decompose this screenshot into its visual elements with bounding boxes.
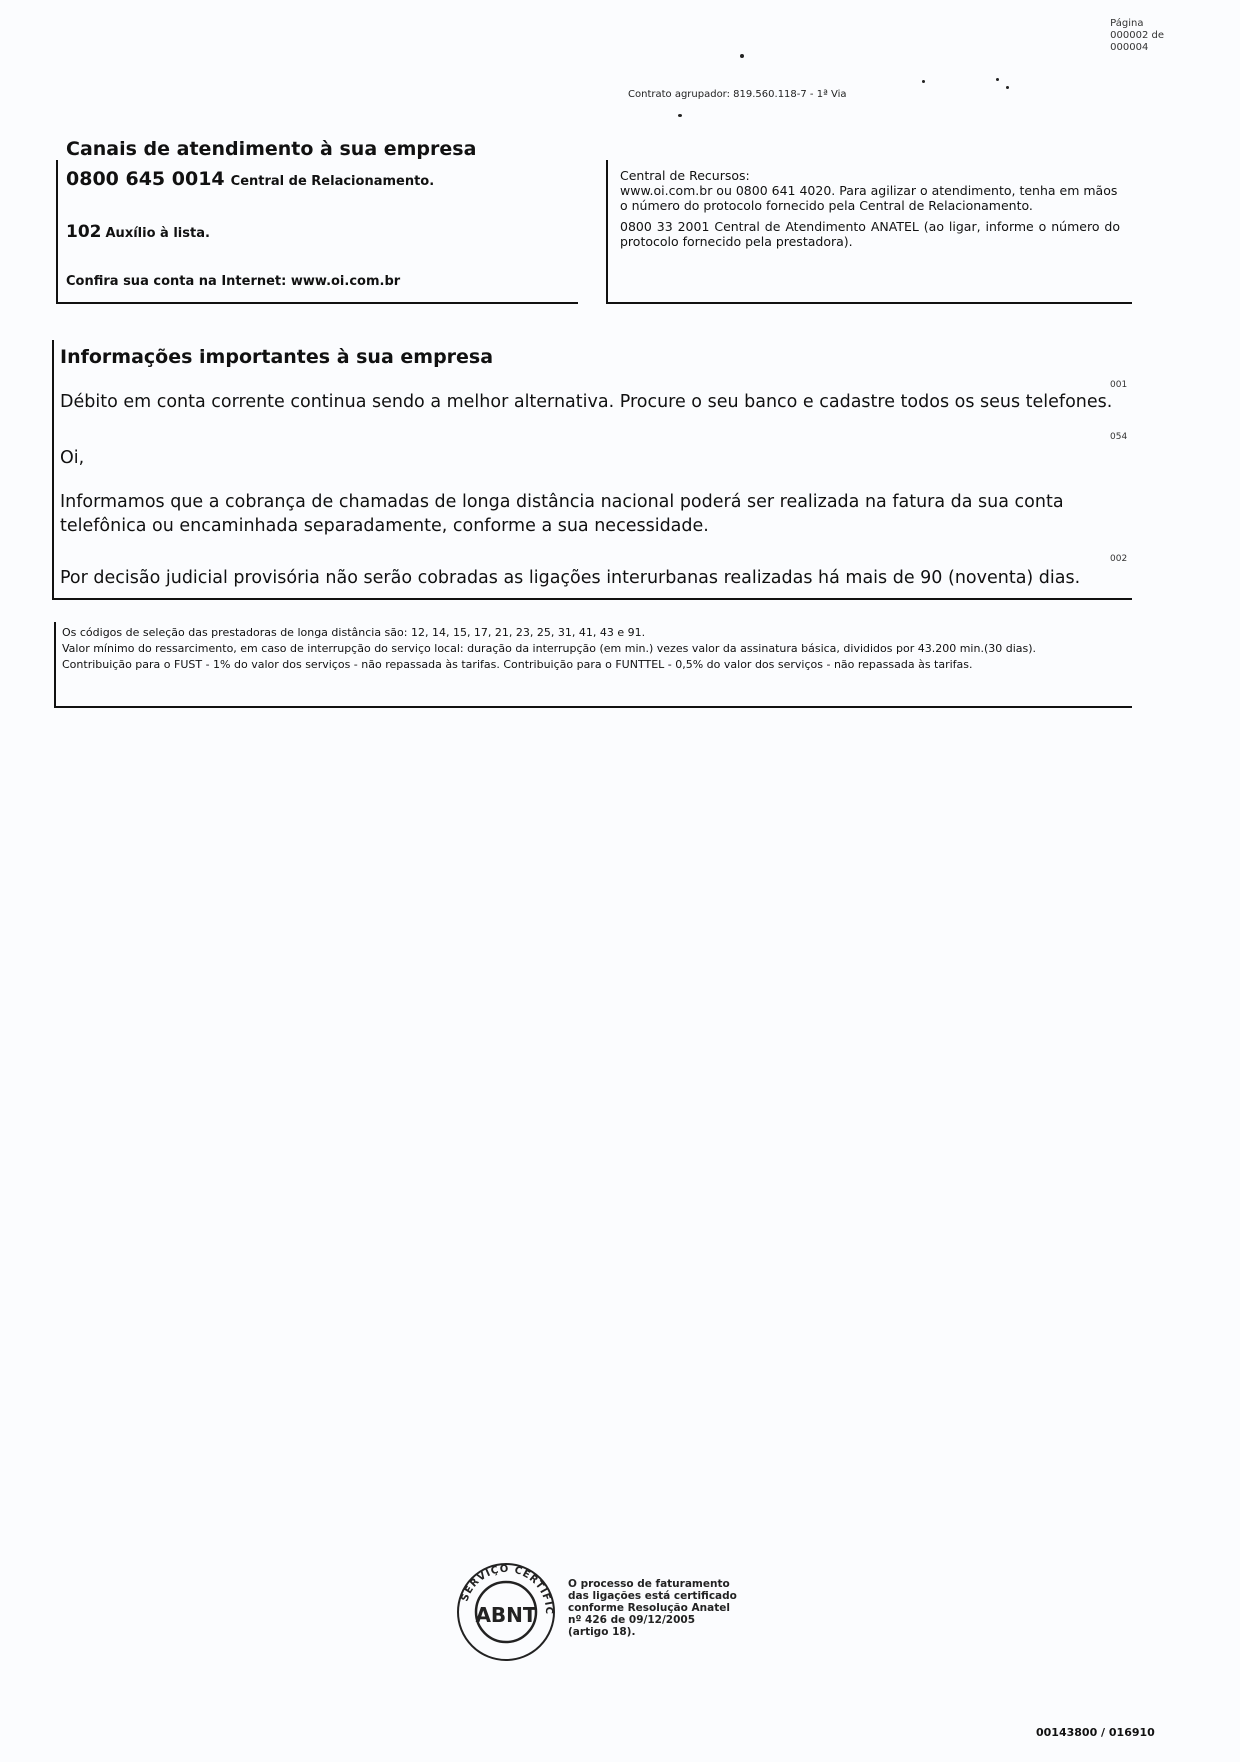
lista-desc: Auxílio à lista. xyxy=(105,226,210,241)
notes-content xyxy=(62,626,1122,674)
seal-line: nº 426 de 09/12/2005 xyxy=(568,1614,696,1626)
page-current: 000002 de xyxy=(1110,30,1164,41)
seal-ring-text: SERVIÇO CERTIFIC xyxy=(459,1563,555,1616)
info-title: Informações importantes à sua empresa xyxy=(60,346,494,368)
message-code: 054 xyxy=(1110,432,1128,442)
footer-code: 00143800 / 016910 xyxy=(1036,1726,1155,1739)
recursos-body: www.oi.com.br ou 0800 641 4020. Para agilizar o atendimento, tenha em mãos o número do protocolo fornecido pela Central de Relacionamento. xyxy=(620,183,1118,213)
abnt-seal xyxy=(444,1548,564,1668)
anatel-contact: 0800 33 2001 Central de Atendimento ANATEL (ao ligar, informe o número do protocolo fornecido pela prestadora). xyxy=(620,219,1120,249)
seal-line: O processo de faturamento xyxy=(568,1578,730,1590)
confira-internet: Confira sua conta na Internet: www.oi.com.br xyxy=(66,274,401,289)
scan-speck xyxy=(1006,86,1009,89)
abnt-logo-icon xyxy=(444,1548,564,1668)
note-codigos: Os códigos de seleção das prestadoras de longa distância são: 12, 14, 15, 17, 21, 23, 25, 31, 41, 43 e 91. xyxy=(62,626,646,639)
message-code: 001 xyxy=(1110,380,1128,390)
seal-line: (artigo 18). xyxy=(568,1626,636,1638)
msg-cobranca: Informamos que a cobrança de chamadas de longa distância nacional poderá ser realizada na fatura da sua conta telefônica ou encaminhada separadamente, conforme a sua necessidade. xyxy=(60,492,1064,536)
recursos-content xyxy=(620,168,1120,255)
recursos-title: Central de Recursos: xyxy=(620,168,750,183)
page-label: Página xyxy=(1110,18,1144,29)
scan-speck xyxy=(922,80,925,83)
seal-line: das ligações está certificado xyxy=(568,1590,737,1602)
page-number xyxy=(1110,18,1164,54)
seal-logo-text: ABNT xyxy=(475,1603,537,1627)
info-box xyxy=(52,340,1132,600)
scan-speck xyxy=(740,54,744,58)
canais-title: Canais de atendimento à sua empresa xyxy=(66,138,477,160)
page-total: 000004 xyxy=(1110,42,1149,53)
seal-line: conforme Resolução Anatel xyxy=(568,1602,730,1614)
auxilio-lista-line xyxy=(66,222,210,242)
message-code: 002 xyxy=(1110,554,1128,564)
central-phone: 0800 645 0014 xyxy=(66,168,225,190)
scan-speck xyxy=(996,78,999,81)
msg-decisao: Por decisão judicial provisória não serão cobradas as ligações interurbanas realizadas há mais de 90 (noventa) dias. xyxy=(60,568,1081,588)
central-relacionamento-line xyxy=(66,168,434,190)
seal-caption xyxy=(568,1578,737,1638)
central-desc: Central de Relacionamento. xyxy=(230,174,435,189)
msg-debito: Débito em conta corrente continua sendo a melhor alternativa. Procure o seu banco e cadastre todos os seus telefones. xyxy=(60,392,1113,412)
note-contribuicao: Contribuição para o FUST - 1% do valor dos serviços - não repassada às tarifas. Contribuição para o FUNTTEL - 0,5% do valor dos serviços - não repassada às tarifas. xyxy=(62,658,973,671)
contract-number: Contrato agrupador: 819.560.118-7 - 1ª Via xyxy=(628,89,847,100)
lista-number: 102 xyxy=(66,222,102,242)
note-ressarcimento: Valor mínimo do ressarcimento, em caso de interrupção do serviço local: duração da interrupção (em min.) vezes valor da assinatura básica, divididos por 43.200 min.(30 dias). xyxy=(62,642,1037,655)
scan-speck xyxy=(678,114,682,117)
msg-greeting: Oi, xyxy=(60,448,85,468)
